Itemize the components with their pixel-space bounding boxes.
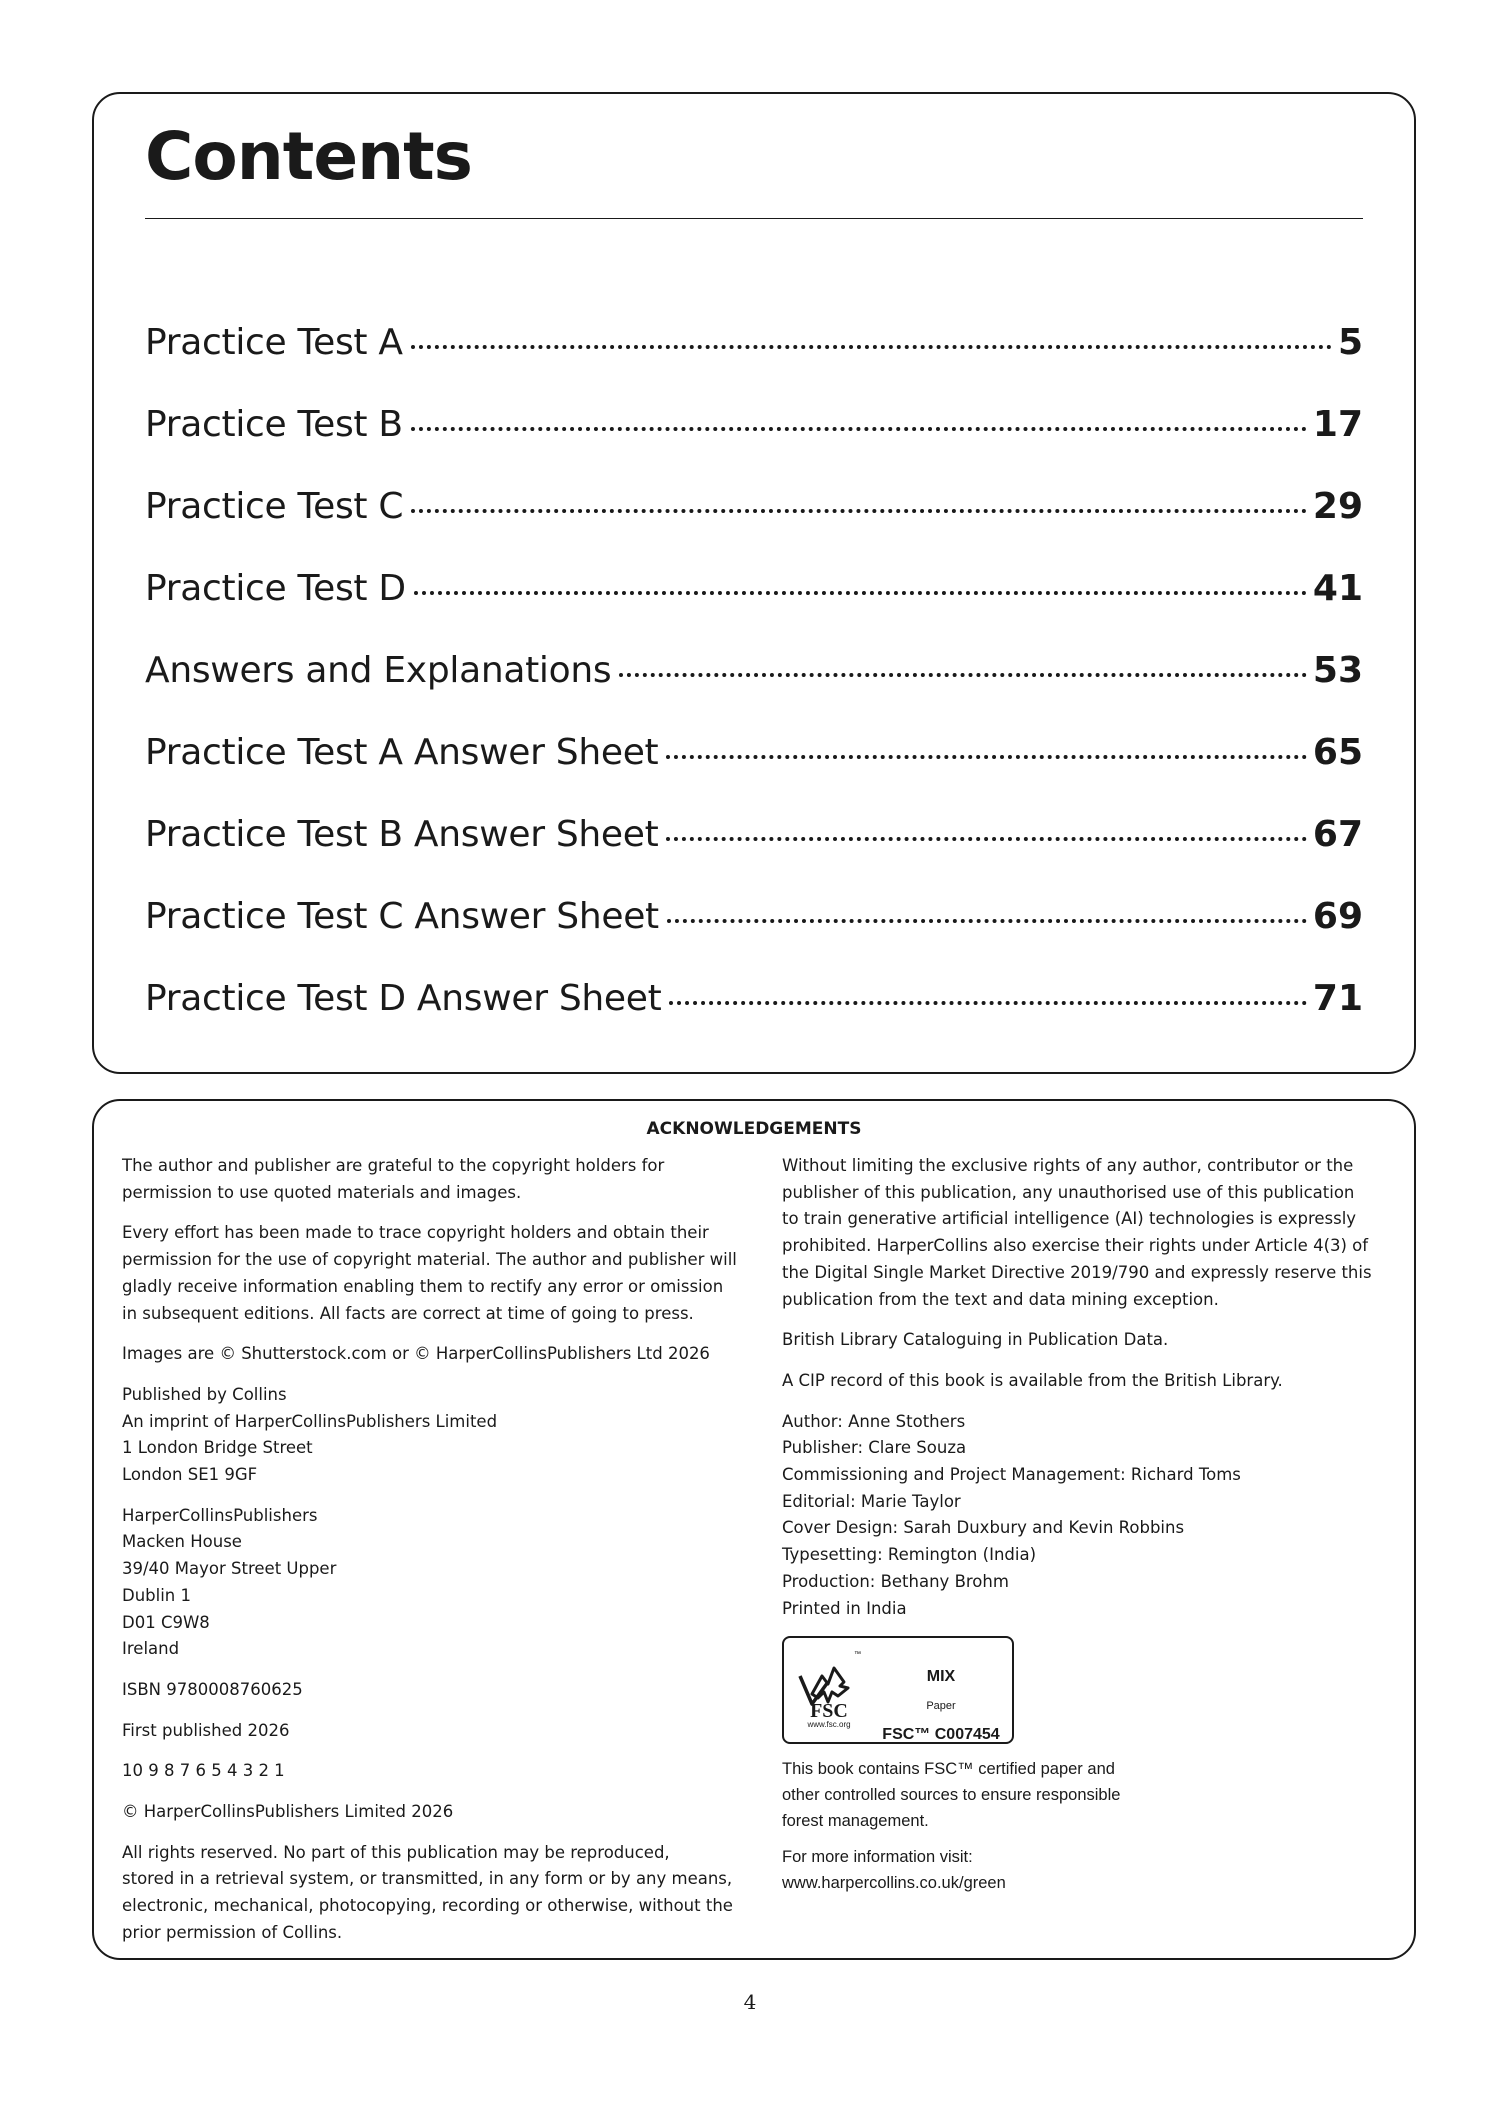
cataloguing-line: British Library Cataloguing in Publication Data.	[782, 1330, 1169, 1350]
more-info-label: For more information visit:	[782, 1848, 973, 1867]
contents-title: Contents	[145, 118, 472, 195]
ai-paragraph: Without limiting the exclusive rights of any author, contributor or the publisher of this publication, any unauthorised use of this publication to train generative artificial intelligence (AI) technologies is expressly prohibited. HarperCollins also exercise their rights under Article 4(3) of the Digital Single Market Directive 2019/790 and expressly reserve this publication from the text and data mining exception.	[782, 1156, 1372, 1309]
dot-leader	[666, 837, 1306, 841]
printing-line: 10 9 8 7 6 5 4 3 2 1	[122, 1761, 285, 1781]
contents-panel	[92, 92, 1416, 1074]
toc-entry[interactable]	[145, 486, 1363, 542]
toc-entry-page: 29	[1312, 486, 1363, 527]
fsc-brand: FSC	[810, 1700, 848, 1723]
toc-entry-label: Practice Test C	[145, 486, 404, 527]
toc-entry-label: Practice Test D Answer Sheet	[145, 978, 662, 1019]
toc-entry-page: 53	[1312, 650, 1363, 691]
credits-list: Author: Anne Stothers Publisher: Clare Souza Commissioning and Project Management: Richard Toms Editorial: Marie Taylor Cover Design: Sarah Duxbury and Kevin Robbins Typesetting: Remington (India) Production: Bethany Brohm Printed in India	[782, 1411, 1241, 1618]
acknowledgements-left-column	[122, 1153, 742, 1961]
toc-entry[interactable]	[145, 896, 1363, 952]
fsc-label	[874, 1644, 1008, 1748]
toc-entry-page: 41	[1312, 568, 1363, 609]
toc-entry-label: Practice Test C Answer Sheet	[145, 896, 659, 937]
toc-entry-page: 71	[1312, 978, 1363, 1019]
dot-leader	[666, 755, 1307, 759]
toc-entry-page: 5	[1337, 322, 1363, 363]
toc-entry-label: Practice Test B	[145, 404, 403, 445]
toc-entry-page: 69	[1312, 896, 1363, 937]
effort-paragraph: Every effort has been made to trace copyright holders and obtain their permission for the use of copyright material. The author and publisher will gladly receive information enabling them to rectify any error or omission in subsequent editions. All facts are correct at time of going to press.	[122, 1223, 737, 1323]
fsc-mix: MIX	[926, 1668, 956, 1686]
dot-leader	[669, 1001, 1306, 1005]
isbn: ISBN 9780008760625	[122, 1679, 303, 1699]
toc-entry[interactable]	[145, 650, 1363, 706]
first-published: First published 2026	[122, 1720, 290, 1740]
toc-entry[interactable]	[145, 732, 1363, 788]
copyright-notice: © HarperCollinsPublishers Limited 2026	[122, 1802, 454, 1822]
toc-entry[interactable]	[145, 568, 1363, 624]
fsc-paper: Paper	[926, 1699, 956, 1712]
rights-paragraph: All rights reserved. No part of this publication may be reproduced, stored in a retrieval system, or transmitted, in any form or by any means, electronic, mechanical, photocopying, recording or otherwise, without the prior permission of Collins.	[122, 1842, 733, 1942]
acknowledgements-panel	[92, 1099, 1416, 1960]
title-divider	[145, 218, 1363, 219]
fsc-tree-icon	[792, 1646, 866, 1734]
toc-entry-page: 17	[1312, 404, 1363, 445]
toc-entry-label: Practice Test D	[145, 568, 406, 609]
svg-text:™: ™	[854, 1651, 861, 1659]
dot-leader	[667, 919, 1307, 923]
toc-entry[interactable]	[145, 978, 1363, 1034]
dot-leader	[411, 509, 1307, 513]
fsc-note: This book contains FSC™ certified paper and other controlled sources to ensure responsible forest management. For more information visit: www.harpercollins.co.uk/green	[782, 1756, 1382, 1896]
fsc-url: www.fsc.org	[807, 1720, 851, 1730]
toc-entry[interactable]	[145, 814, 1363, 870]
ireland-address: HarperCollinsPublishers Macken House 39/40 Mayor Street Upper Dublin 1 D01 C9W8 Ireland	[122, 1505, 337, 1659]
toc-entry[interactable]	[145, 322, 1363, 378]
dot-leader	[411, 345, 1332, 349]
toc-entry-page: 65	[1312, 732, 1363, 773]
toc-entry[interactable]	[145, 404, 1363, 460]
toc-entry-label: Answers and Explanations	[145, 650, 612, 691]
images-credit: Images are © Shutterstock.com or © HarperCollinsPublishers Ltd 2026	[122, 1344, 710, 1364]
cip-line: A CIP record of this book is available from the British Library.	[782, 1370, 1283, 1390]
dot-leader	[619, 673, 1307, 677]
dot-leader	[414, 591, 1307, 595]
more-info-link[interactable]: www.harpercollins.co.uk/green	[782, 1874, 1006, 1893]
dot-leader	[411, 427, 1307, 431]
page-number: 4	[743, 1990, 757, 2014]
toc-entry-label: Practice Test A	[145, 322, 403, 363]
toc-entry-label: Practice Test B Answer Sheet	[145, 814, 659, 855]
fsc-logo	[782, 1636, 1014, 1744]
toc-entry-label: Practice Test A Answer Sheet	[145, 732, 659, 773]
acknowledgements-right-column	[782, 1153, 1382, 1906]
acknowledgements-heading: ACKNOWLEDGEMENTS	[646, 1119, 862, 1139]
publisher-address: Published by Collins An imprint of HarperCollinsPublishers Limited 1 London Bridge Street London SE1 9GF	[122, 1384, 498, 1485]
grateful-paragraph: The author and publisher are grateful to the copyright holders for permission to use quoted materials and images.	[122, 1156, 665, 1202]
toc-entry-page: 67	[1312, 814, 1363, 855]
fsc-code: FSC™ C007454	[882, 1725, 1000, 1743]
